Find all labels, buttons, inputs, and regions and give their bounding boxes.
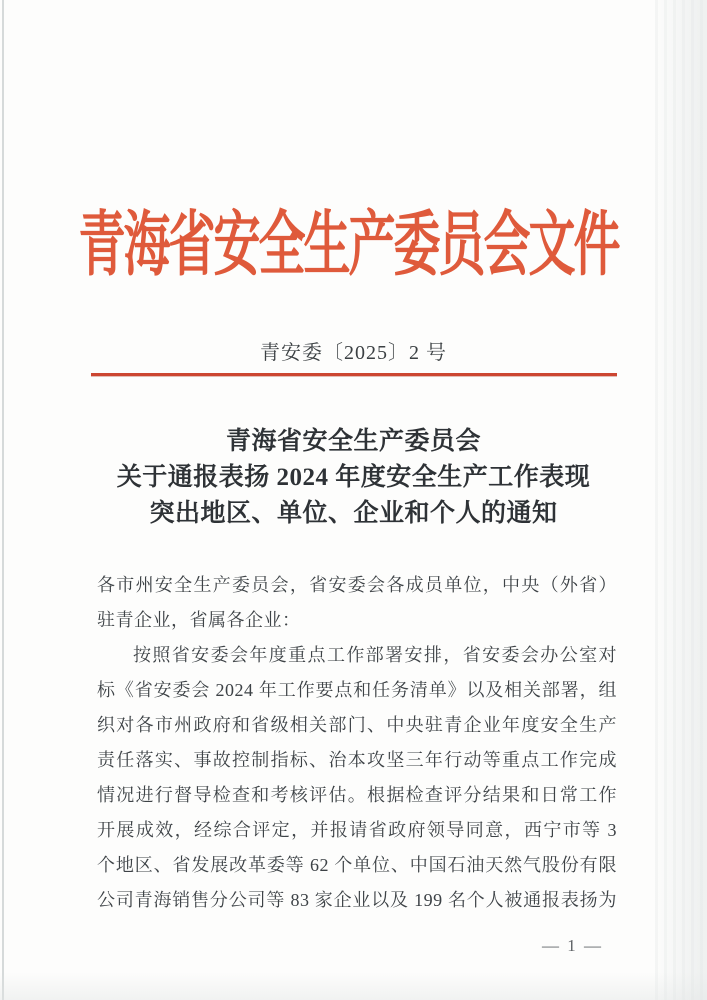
paper-left-edge-line	[2, 0, 4, 1000]
body-line: 开展成效，经综合评定，并报请省政府领导同意，西宁市等 3	[97, 820, 617, 840]
body-line: 公司青海销售分公司等 83 家企业以及 199 名个人被通报表扬为	[97, 890, 617, 910]
body-line: 驻青企业，省属各企业：	[97, 610, 301, 630]
body-line: 织对各市州政府和省级相关部门、中央驻青企业年度安全生产	[97, 715, 617, 735]
body-line: 责任落实、事故控制指标、治本攻坚三年行动等重点工作完成	[97, 750, 617, 770]
red-divider-rule	[91, 373, 617, 376]
body-line: 情况进行督导检查和考核评估。根据检查评分结果和日常工作	[97, 785, 617, 805]
scan-right-shadow	[655, 0, 707, 1000]
document-number: 青安委〔2025〕2 号	[260, 342, 447, 364]
body-line: 个地区、省发展改革委等 62 个单位、中国石油天然气股份有限	[97, 855, 617, 875]
body-line: 各市州安全生产委员会，省安委会各成员单位，中央（外省）	[97, 575, 617, 595]
scan-bottom-shadow	[0, 972, 707, 1000]
red-header-title	[0, 209, 697, 283]
document-title	[60, 424, 647, 532]
page-number: — 1 —	[542, 936, 603, 955]
body-line: 标《省安委会 2024 年工作要点和任务清单》以及相关部署，组	[97, 680, 617, 700]
document-title-line-2: 关于通报表扬 2024 年度安全生产工作表现	[116, 464, 591, 491]
document-body	[97, 568, 617, 918]
red-header-title-text: 青海省安全生产委员会文件	[78, 207, 619, 285]
document-title-line-1: 青海省安全生产委员会	[225, 428, 481, 455]
body-line: 按照省安委会年度重点工作部署安排，省安委会办公室对	[133, 645, 617, 665]
document-title-line-3: 突出地区、单位、企业和个人的通知	[149, 500, 558, 527]
